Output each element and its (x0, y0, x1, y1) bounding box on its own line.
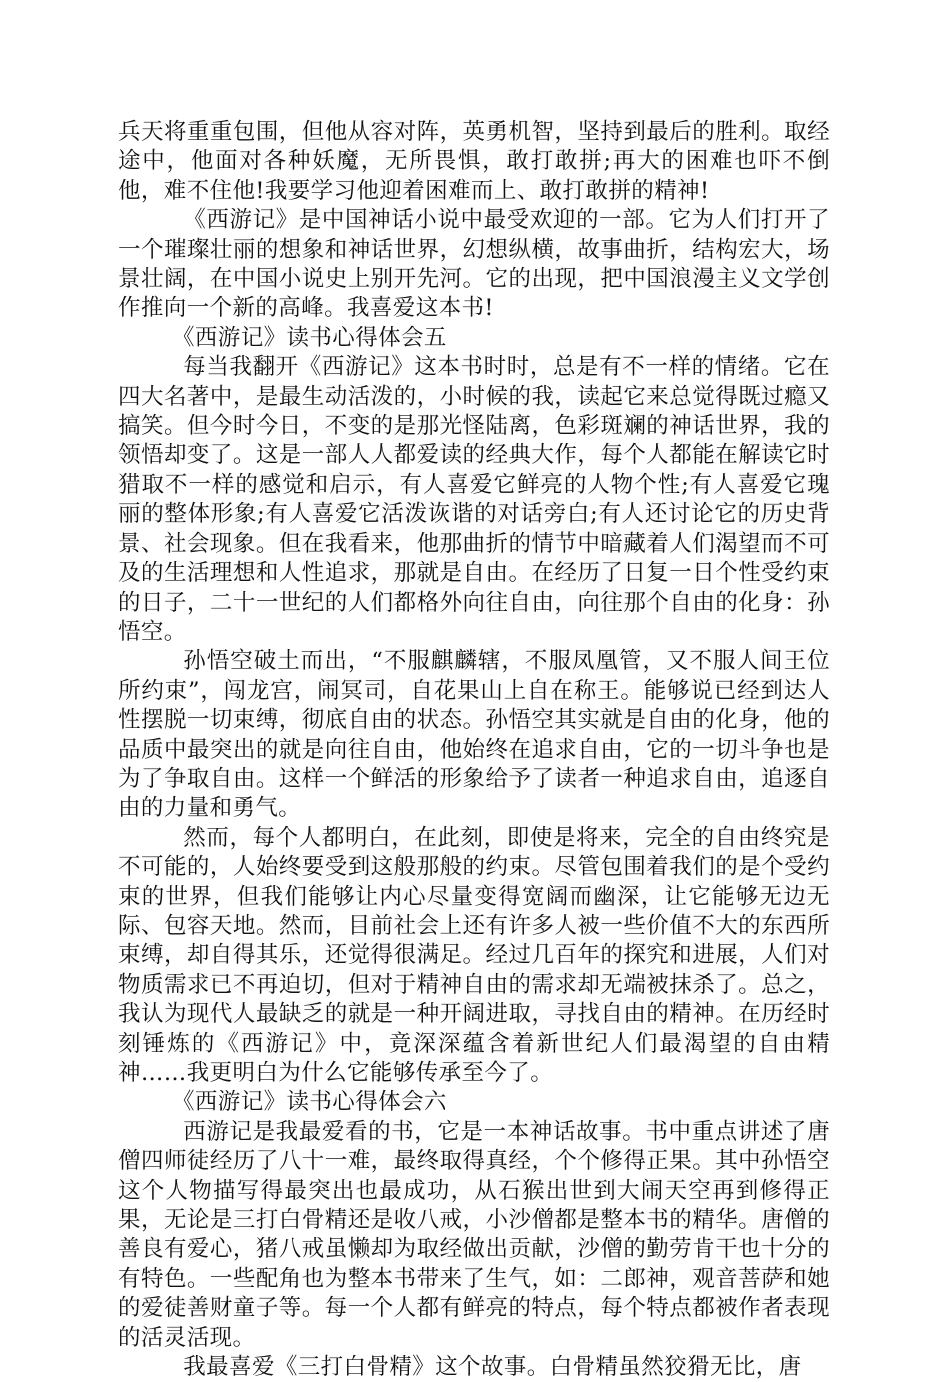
paragraph-body: 兵天将重重包围，但他从容对阵，英勇机智，坚持到最后的胜利。取经途中，他面对各种妖魔，无所畏惧，敢打敢拼;再大的困难也吓不倒他，难不住他!我要学习他迎着困难而上、敢打敢拼的精神! (118, 119, 830, 204)
paragraph-body: 然而，每个人都明白，在此刻，即使是将来，完全的自由终究是不可能的，人始终要受到这般那般的约束。尽管包围着我们的是个受约束的世界，但我们能够让内心尽量变得宽阔而幽深，让它能够无边无际、包容天地。然而，目前社会上还有许多人被一些价值不大的东西所束缚，却自得其乐，还觉得很满足。经过几百年的探究和进展，人们对物质需求已不再迫切，但对于精神自由的需求却无端被抹杀了。总之，我认为现代人最缺乏的就是一种开阔进取，寻找自由的精神。在历经时刻锤炼的《西游记》中，竟深深蕴含着新世纪人们最渴望的自由精神……我更明白为什么它能够传承至今了。 (118, 824, 830, 1086)
paragraph-body: 我最喜爱《三打白骨精》这个故事。白骨精虽然狡猾无比，唐 (183, 1354, 802, 1381)
paragraph-body: 孙悟空破土而出，“不服麒麟辖，不服凤凰管，又不服人间王位所约束”，闯龙宫，闹冥司，自花果山上自在称王。能够说已经到达人性摆脱一切束缚，彻底自由的状态。孙悟空其实就是自由的化身，他的品质中最突出的就是向往自由，他始终在追求自由，它的一切斗争也是为了争取自由。这样一个鲜活的形象给予了读者一种追求自由，追逐自由的力量和勇气。 (118, 648, 830, 822)
document-page (118, 118, 830, 1382)
section-heading: 《西游记》读书心得体会六 (172, 1089, 447, 1116)
paragraph-body: 西游记是我最爱看的书，它是一本神话故事。书中重点讲述了唐僧四师徒经历了八十一难，最终取得真经，个个修得正果。其中孙悟空这个人物描写得最突出也最成功，从石猴出世到大闹天空再到修得正果，无论是三打白骨精还是收八戒，小沙僧都是整本书的精华。唐僧的善良有爱心，猪八戒虽懒却为取经做出贡献，沙僧的勤劳肯干也十分的有特色。一些配角也为整本书带来了生气，如：二郎神，观音菩萨和她的爱徒善财童子等。每一个人都有鲜亮的特点，每个特点都被作者表现的活灵活现。 (118, 1118, 830, 1351)
paragraph-body: 每当我翻开《西游记》这本书时时，总是有不一样的情绪。它在四大名著中，是最生动活泼的，小时候的我，读起它来总觉得既过瘾又搞笑。但今时今日，不变的是那光怪陆离，色彩斑斓的神话世界，我的领悟却变了。这是一部人人都爱读的经典大作，每个人都能在解读它时猎取不一样的感觉和启示，有人喜爱它鲜亮的人物个性;有人喜爱它瑰丽的整体形象;有人喜爱它活泼诙谐的对话旁白;有人还讨论它的历史背景、社会现象。但在我看来，他那曲折的情节中暗藏着人们渴望而不可及的生活理想和人性追求，那就是自由。在经历了日复一日个性受约束的日子，二十一世纪的人们都格外向往自由，向往那个自由的化身：孙悟空。 (118, 354, 830, 645)
paragraph-body: 《西游记》是中国神话小说中最受欢迎的一部。它为人们打开了一个璀璨壮丽的想象和神话世界，幻想纵横，故事曲折，结构宏大，场景壮阔，在中国小说史上别开先河。它的出现，把中国浪漫主义文学创作推向一个新的高峰。我喜爱这本书! (118, 207, 830, 322)
section-heading: 《西游记》读书心得体会五 (172, 324, 447, 351)
